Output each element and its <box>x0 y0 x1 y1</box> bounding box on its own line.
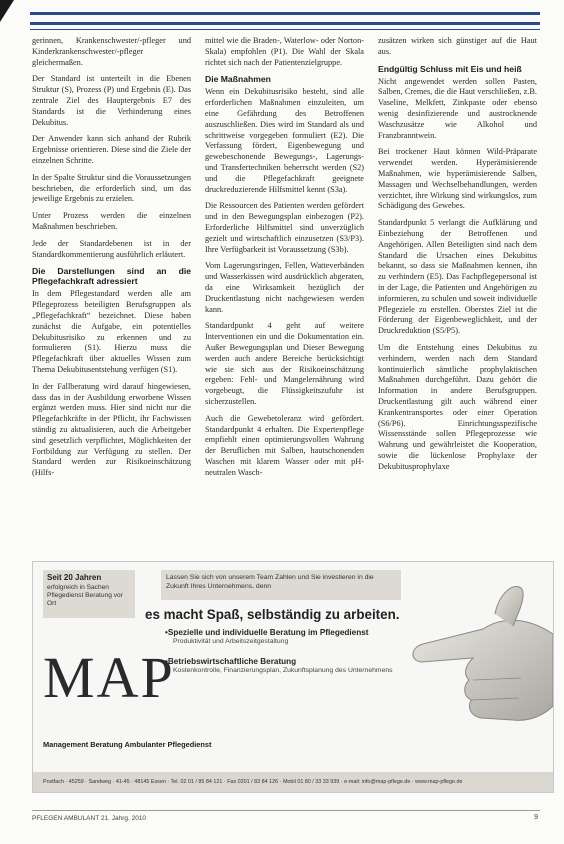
paragraph: Jede der Standardebenen ist in der Standardkommentierung ausführlich erläutert. <box>32 238 191 259</box>
pointing-hand-icon <box>403 574 553 744</box>
paragraph: In der Spalte Struktur sind die Voraussetzungen beschrieben, die erforderlich sind, um das jeweilige Ergebnis zu erzielen. <box>32 172 191 204</box>
corner-mark <box>0 0 14 22</box>
paragraph: Standardpunkt 4 geht auf weitere Interventionen ein und die Dokumentation ein. Außer Bewegungsplan und Dieser Bewegung werden auch andere Bereiche berücksichtigt wie sie sich aus der Risikoeinschätzung ergeben: Fehl- und Mangelernährung wird vorgebeugt, die Flüssigkeitszufuhr ist sicherzustellen. <box>205 321 364 406</box>
paragraph: Unter Prozess werden die einzelnen Maßnahmen beschrieben. <box>32 211 191 231</box>
paragraph: Vom Lagerungsringen, Fellen, Watteverbänden und Wasserkissen wird ausdrücklich abgeraten, da eine Wirksamkeit bezüglich der Druckentlastung nicht nachgewiesen werden kann. <box>205 261 364 314</box>
paragraph: gerinnen, Krankenschwester/-pfleger und Kinderkrankenschwester/-pfleger gleichermaßen. <box>32 36 191 67</box>
map-logo: MAP <box>43 645 175 710</box>
ad-bullet-title: • Betriebswirtschaftliche Beratung <box>165 657 395 667</box>
paragraph: Standardpunkt 5 verlangt die Aufklärung und Einbeziehung der Betroffenen und Angehörigen. Allen Beteiligten sind nach dem Standard die Ursachen eines Dekubitus bekannt, so dass sie Maßnahmen kennen, ihn zu verhindern (E5). Das Fachpflegepersonal ist in der Lage, die Patienten und Angehörigen zu informieren, zu schulen und soweit individuelle Pflegeziele zu erstellen. Oberstes Ziel ist die Förderung der Eigenbeweglichkeit, und der Druckreduktion (S5/P5). <box>378 218 537 336</box>
section-heading: Die Maßnahmen <box>205 74 271 85</box>
ad-badge-title: Seit 20 Jahren <box>47 573 102 582</box>
paragraph: In dem Pflegestandard werden alle am Pflegeprozess beteiligten Berufsgruppen als „Pflegefachkraft“ bezeichnet. Diese haben zunächst die Aufgabe, ein potentielles Dekubitusrisiko zu erkennen und zu formulieren (S1). Hierzu muss die Pflegefachkraft über aktuelles Wissen zum Thema Dekubitusentstehung verfügen (S1). <box>32 289 191 374</box>
ad-badge <box>43 570 135 618</box>
page-number: 9 <box>534 814 538 821</box>
header-rule <box>30 22 540 25</box>
paragraph: Bei trockener Haut können Wild-Präparate verwendet werden. Hyperämisierende Maßnahmen, wie hyperämisierende Salben, Massagen und Wechselbehandlungen, werden verzichtet, ihre Wirkung sind wirkungslos, zum Schädigung des Gewebes. <box>378 147 537 211</box>
section-heading: Die Darstellungen sind an die Pflegefachkraft adressiert <box>32 266 191 287</box>
ad-address-bar: Postfach · 45259 · Sandweg · 41-45 · 48145 Essen · Tel. 02 01 / 85 84 121 · Fax 0201 / 83 84 126 · Mobil 01 80 / 33 33 939 · e-mail: info@map-pflege.de · www.map-pflege.de <box>33 772 553 792</box>
ad-bullet <box>165 657 395 676</box>
ad-headline: es macht Spaß, selbständig zu arbeiten. <box>145 607 400 622</box>
header-rule <box>30 12 540 15</box>
paragraph: Der Standard ist unterteilt in die Ebenen Struktur (S), Prozess (P) und Ergebnis (E). Das zentrale Ziel des Hauptergebnis E7 des Standards ist die Verhinderung eines Dekubitus. <box>32 74 191 127</box>
paragraph: zusätzen wirken sich günstiger auf die Haut aus. <box>378 36 537 56</box>
paragraph: Auch die Gewebetoleranz wird gefördert. Standardpunkt 4 erhalten. Die Expertenpflege empfiehlt einen optimierungsvollen Wahrung der Beruflichen mit Salben, hautschonenden Waschen mit klarem Wasser oder mit pH-neutralen Wasch- <box>205 413 364 477</box>
article-column-3 <box>378 36 537 546</box>
ad-bullet-title: • Spezielle und individuelle Beratung im Pflegedienst <box>165 628 395 638</box>
paragraph: Der Anwender kann sich anhand der Rubrik Ergebnisse orientieren. Diese sind die Ziele der einzelnen Schritte. <box>32 134 191 165</box>
paragraph: Wenn ein Dekubitusrisiko besteht, sind alle erforderlichen Maßnahmen einzuleiten, um eine Gefährdung des Betroffenen auszuschließen. Dies wird im Standard als und schrittweise vorgegeben formuliert (E2). Die Verfassung fördert, Eigenbewegung und gewebeschonende Bewegungs-, Lagerungs- und Transfertechniken beherrscht werden (S2) und die Pflegefachkraft geeignete druckreduzierende Hilfsmittel kennt (S3a). <box>205 87 364 194</box>
ad-badge-text: erfolgreich in Sachen Pflegedienst Beratung vor Ort <box>47 584 123 607</box>
ad-firm-name: Management Beratung Ambulanter Pflegedienst <box>43 740 212 749</box>
article-column-2 <box>205 36 364 546</box>
paragraph: Um die Entstehung eines Dekubitus zu verhindern, werden nach dem Standard kontinuierlich sämtliche prophylaktischen Maßnahmen durchgeführt. Dazu gehört die Information in andere Berufsgruppen. Druckentlastung gilt auch während einer Krankentransportes oder einer Operation (S6/P6). Einrichtungsspezifische Wissensstände sollen Pflegeprozesse wie Wahrung und gewährleistet die Kooperation, sowie die lückenlose Prophylaxe der Dekubitusprophylaxe <box>378 342 537 471</box>
paragraph: mittel wie die Braden-, Waterlow- oder Norton-Skala) empfohlen (P1). Die Wahl der Skala richtet sich nach der Patientenzielgruppe. <box>205 36 364 67</box>
ad-bullet-sub: Kostenkontrolle, Finanzierungsplan, Zukunftsplanung des Unternehmens <box>173 666 393 674</box>
advertisement <box>32 561 554 793</box>
footer-rule <box>32 810 540 811</box>
header-thin-rule <box>30 29 540 30</box>
paragraph: Nicht angewendet werden sollen Pasten, Salben, Cremes, die die Haut verschließen, z.B. Vaseline, Melkfett, Zinkpaste oder ebenso wenig desinfizierende und austrocknende Waschzusätze wie Alkohol und Franzbranntwein. <box>378 76 537 140</box>
ad-bullet <box>165 628 395 647</box>
footer-publication: PFLEGEN AMBULANT 21. Jahrg. 2010 <box>32 815 147 822</box>
ad-bullet-sub: Produktivität und Arbeitszeitgestaltung <box>173 638 289 645</box>
paragraph: Die Ressourcen des Patienten werden gefördert und in den Bewegungsplan einbezogen (P2). Erforderliche Hilfsmittel sind unverzüglich gezielt und wirtschaftlich einzusetzen (S3/P3). Ihre Verfügbarkeit ist Voraussetzung (S3b). <box>205 201 364 254</box>
article-body <box>32 36 538 546</box>
ad-bullet-list <box>165 628 395 685</box>
section-heading: Endgültig Schluss mit Eis und heiß <box>378 63 522 74</box>
ad-intro: Lassen Sie sich von unserem Team Zahlen und Sie investieren in die Zukunft Ihres Unternehmens, denn <box>161 570 401 600</box>
paragraph: In der Fallberatung wird darauf hingewiesen, dass das in der Ausbildung erworbene Wissen ergänzt werden muss. Hier sind nicht nur die Pflegefachkräfte in der Pflicht, ihr Fachwissen ständig zu aktualisieren, auch die Arbeitgeber sind gesetzlich verpflichtet, Möglichkeiten der Fortbildung zur Verfügung zu stellen. Der Standard werden zur Risikoeinschätzung (Hilfs- <box>32 381 191 478</box>
article-column-1 <box>32 36 191 546</box>
